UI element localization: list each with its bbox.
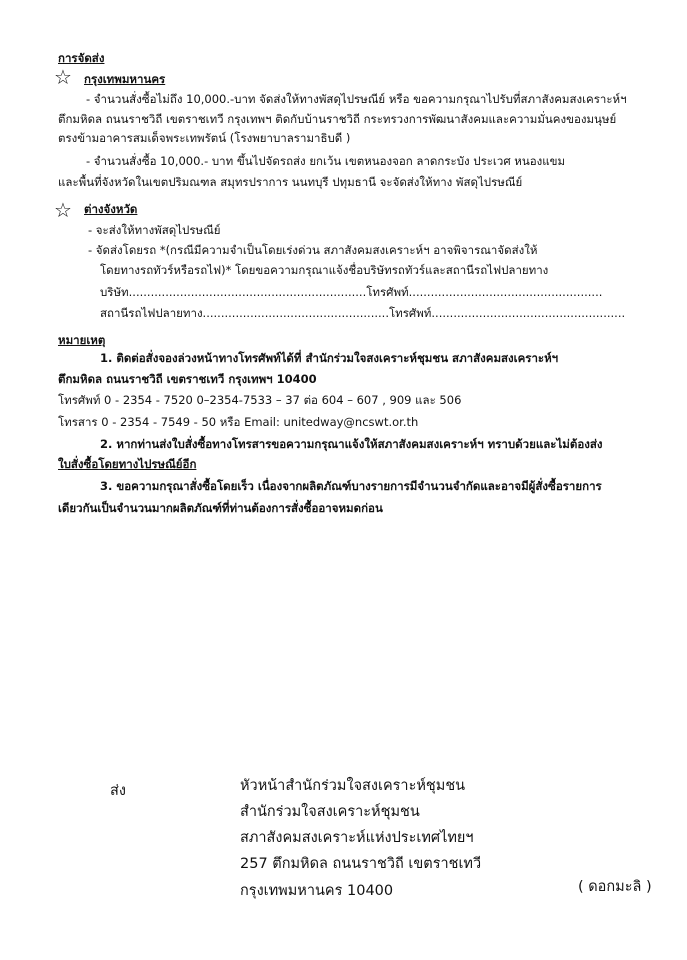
fax-email-line: โทรสาร 0 - 2354 - 7549 - 50 หรือ Email: unitedway@ncswt.or.th [58, 415, 419, 429]
delivery-heading: การจัดส่ง [58, 51, 105, 65]
bangkok-line-3: ตรงข้ามอาคารสมเด็จพระเทพรัตน์ (โรงพยาบาลรามาธิบดี ) [58, 131, 351, 145]
note-3-line-2: เดียวกันเป็นจำนวนมากผลิตภัณฑ์ที่ท่านต้องการสั่งซื้ออาจหมดก่อน [58, 501, 383, 515]
province-line-1: - จะส่งให้ทางพัสดุไปรษณีย์ [88, 223, 221, 237]
send-label: ส่ง [110, 783, 126, 799]
bangkok-title: กรุงเทพมหานคร [84, 72, 166, 86]
province-line-3: โดยทางรถทัวร์หรือรถไฟ)* โดยขอความกรุณาแจ้งชื่อบริษัทรถทัวร์และสถานีรถไฟปลายทาง [100, 263, 549, 277]
note-1-line-2: ตึกมหิดล ถนนราชวิถี เขตราชเทวี กรุงเทพฯ 10400 [58, 372, 317, 386]
province-title: ต่างจังหวัด [84, 202, 138, 216]
address-line-1: หัวหน้าสำนักร่วมใจสงเคราะห์ชุมชน [240, 778, 466, 794]
note-2-line-1: 2. หากท่านส่งใบสั่งซื้อทางโทรสารขอความกรุณาแจ้งให้สภาสังคมสงเคราะห์ฯ ทราบด้วยและไม่ต้องส่ง [100, 437, 603, 451]
address-line-3: สภาสังคมสงเคราะห์แห่งประเทศไทยฯ [240, 830, 474, 846]
notes-heading: หมายเหตุ [58, 333, 106, 347]
note-1-line-1: 1. ติดต่อสั่งจองล่วงหน้าทางโทรศัพท์ได้ที่ สำนักร่วมใจสงเคราะห์ชุมชน สภาสังคมสงเคราะห์ฯ [100, 351, 559, 365]
address-line-5: กรุงเทพมหานคร 10400 [240, 883, 394, 899]
bangkok-line-5: และพื้นที่จังหวัดในเขตปริมณฑล สมุทรปราการ นนทบุรี ปทุมธานี จะจัดส่งให้ทาง พัสดุไปรษณีย์ [58, 175, 523, 189]
dokmali-note: ( ดอกมะลิ ) [578, 879, 652, 895]
note-2-line-2: ใบสั่งซื้อโดยทางไปรษณีย์อีก [58, 457, 197, 471]
bangkok-line-2: ตึกมหิดล ถนนราชวิถี เขตราชเทวี กรุงเทพฯ ติดกับบ้านราชวิถี กระทรวงการพัฒนาสังคมและความมั่นคงของมนุษย์ [58, 112, 617, 126]
province-line-5: สถานีรถไฟปลายทาง...................................................โทรศัพท์..................................................... [100, 306, 626, 320]
phone-line: โทรศัพท์ 0 - 2354 - 7520 0–2354-7533 – 37 ต่อ 604 – 607 , 909 และ 506 [58, 393, 462, 407]
address-line-4: 257 ตึกมหิดล ถนนราชวิถี เขตราชเทวี [240, 856, 482, 872]
province-line-4: บริษัท.................................................................โทรศัพท์..................................................... [100, 285, 603, 299]
address-line-2: สำนักร่วมใจสงเคราะห์ชุมชน [240, 804, 420, 820]
bangkok-line-1: - จำนวนสั่งซื้อไม่ถึง 10,000.-บาท จัดส่งให้ทางพัสดุไปรษณีย์ หรือ ขอความกรุณาไปรับที่สภาสังคมสงเคราะห์ฯ [86, 92, 627, 106]
bangkok-line-4: - จำนวนสั่งซื้อ 10,000.- บาท ขึ้นไปจัดรถส่ง ยกเว้น เขตหนองจอก ลาดกระบัง ประเวศ หนองแขม [86, 154, 566, 168]
province-line-2: - จัดส่งโดยรถ *(กรณีมีความจำเป็นโดยเร่งด่วน สภาสังคมสงเคราะห์ฯ อาจพิจารณาจัดส่งให้ [88, 243, 538, 257]
star-outline-icon: ☆ [54, 198, 72, 222]
note-3-line-1: 3. ขอความกรุณาสั่งซื้อโดยเร็ว เนื่องจากผลิตภัณฑ์บางรายการมีจำนวนจำกัดและอาจมีผู้สั่งซื้อรายการ [100, 479, 602, 493]
star-outline-icon: ☆ [54, 65, 72, 89]
